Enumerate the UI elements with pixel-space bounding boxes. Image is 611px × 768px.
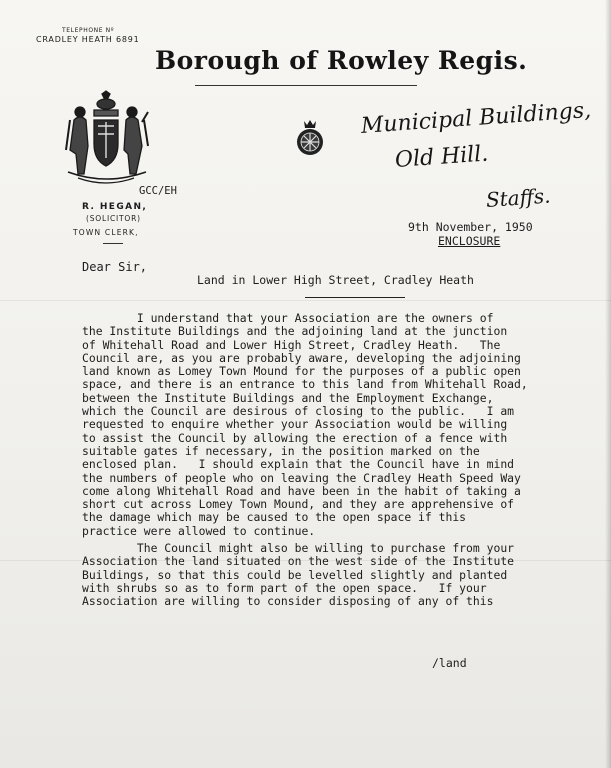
town-clerk-qualification: (SOLICITOR) [86, 214, 141, 223]
paper-edge-shadow [605, 0, 611, 768]
reference-code: GCC/EH [139, 185, 177, 197]
address-line-3: Staffs. [485, 183, 552, 212]
clerk-divider [103, 243, 123, 244]
address-line-1: Municipal Buildings, [360, 97, 592, 139]
telephone-label: TELEPHONE Nº [62, 27, 115, 34]
title-underline [195, 85, 417, 86]
paper-crease [0, 300, 611, 301]
coat-of-arms-icon [64, 90, 150, 186]
letterhead-title: Borough of Rowley Regis. [155, 46, 528, 75]
salutation: Dear Sir, [82, 260, 148, 274]
continuation-marker: /land [432, 656, 467, 670]
town-clerk-name: R. HEGAN, [82, 202, 148, 212]
letter-date: 9th November, 1950 [408, 220, 533, 234]
crown-badge-icon [293, 117, 327, 157]
address-line-2: Old Hill. [394, 141, 490, 173]
subject-underline [305, 297, 405, 298]
enclosure-note: ENCLOSURE [438, 234, 501, 248]
telephone-number: CRADLEY HEATH 6891 [36, 35, 140, 44]
body-paragraph-1: I understand that your Association are the owners of the Institute Buildings and the adjoining land at the junction of Whitehall Road and Lower High Street, Cradley Heath. The Council are, as you are probably aware, developing the adjoining land known as Lomey Town Mound for the purposes of a public open space, and there is an entrance to this land from Whitehall Road, between the Institute Buildings and the Employment Exchange, which the Council are desirous of closing to the public. I am requested to enquire whether your Association would be willing to assist the Council by allowing the erection of a fence with suitable gates if necessary, in the position marked on the enclosed plan. I should explain that the Council have in mind the numbers of people who on leaving the Cradley Heath Speed Way come along Whitehall Road and have been in the habit of taking a short cut across Lomey Town Mound, and they are apprehensive of the damage which may be caused to the open space if this practice were allowed to continue. [82, 311, 528, 538]
body-paragraph-2: The Council might also be willing to purchase from your Association the land situated on the west side of the Institute Buildings, so that this could be levelled slightly and planted with shrubs so as to form part of the open space. If your Association are willing to consider disposing of any of this [82, 541, 515, 609]
town-clerk-title: TOWN CLERK, [73, 228, 139, 237]
letter-subject: Land in Lower High Street, Cradley Heath [197, 273, 474, 287]
